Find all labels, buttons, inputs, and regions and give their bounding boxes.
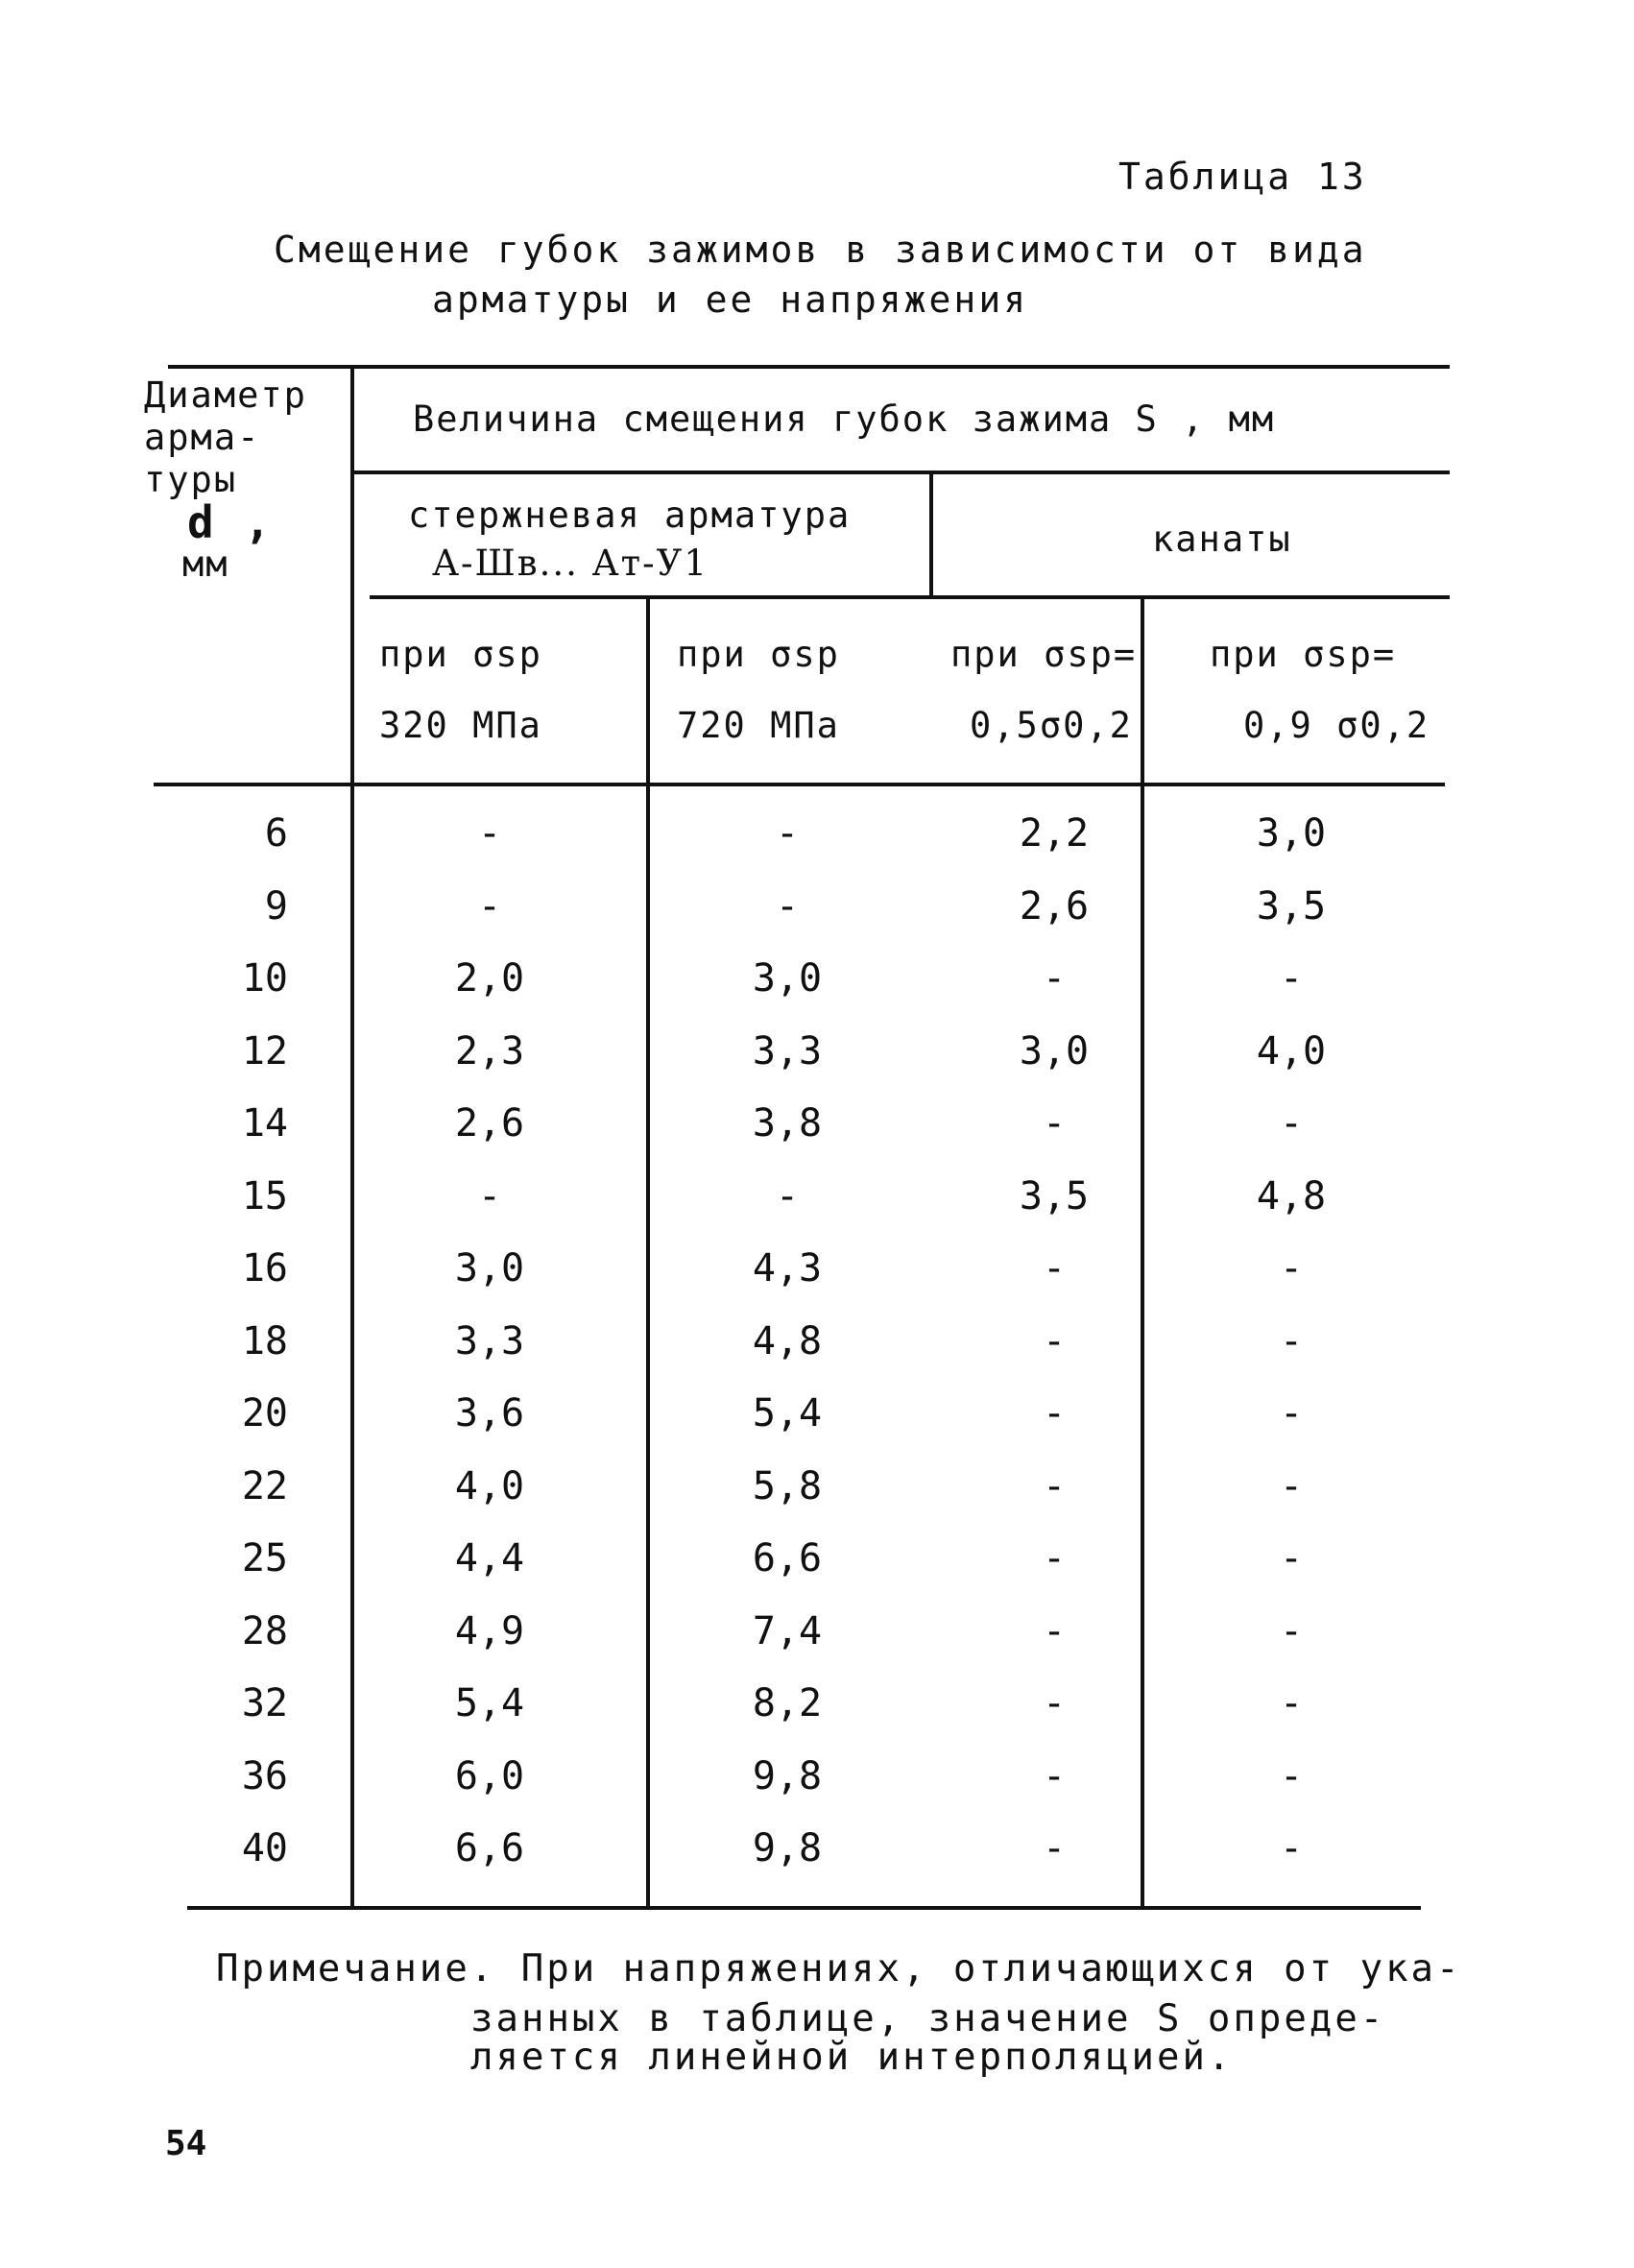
col2-header-line-1: при σsp	[677, 634, 840, 675]
value-cell-c3: -	[1042, 1536, 1067, 1580]
main-header: Величина смещения губок зажима S , мм	[413, 398, 1276, 440]
diameter-cell: 10	[241, 956, 288, 1001]
value-cell-c2: 3,3	[752, 1029, 823, 1074]
table-bottom-rule	[187, 1906, 1421, 1910]
diameter-cell: 18	[241, 1319, 288, 1363]
value-cell-c2: 4,3	[752, 1246, 823, 1291]
value-cell-c3: -	[1042, 1464, 1067, 1508]
value-cell-c1: 2,6	[454, 1101, 525, 1146]
value-cell-c2: 6,6	[752, 1536, 823, 1580]
value-cell-c2: 3,8	[752, 1101, 823, 1146]
value-cell-c2: 8,2	[752, 1681, 823, 1725]
col3-header-line-2: 0,5σ0,2	[970, 705, 1133, 746]
diameter-header	[144, 374, 346, 586]
value-cell-c2: 4,8	[752, 1319, 823, 1363]
value-cell-c2: -	[775, 1174, 800, 1218]
value-cell-c1: 4,9	[454, 1609, 525, 1653]
value-cell-c3: 2,2	[1019, 811, 1090, 856]
value-cell-c1: 2,3	[454, 1029, 525, 1074]
value-cell-c4: -	[1279, 1536, 1304, 1580]
value-cell-c4: -	[1279, 1319, 1304, 1363]
value-cell-c1: -	[477, 884, 502, 929]
value-cell-c2: 5,8	[752, 1464, 823, 1508]
page-number: 54	[165, 2124, 207, 2163]
table-label: Таблица 13	[1118, 156, 1367, 198]
group-rope: канаты	[1152, 519, 1292, 560]
value-cell-c4: -	[1279, 1246, 1304, 1291]
diameter-header-line-2: арма-	[144, 417, 261, 458]
value-cell-c1: -	[477, 811, 502, 856]
diameter-unit: мм	[182, 543, 229, 585]
value-cell-c1: -	[477, 1174, 502, 1218]
table-top-rule	[168, 365, 1450, 369]
col2-header	[677, 619, 840, 761]
header-bottom-rule	[154, 783, 1445, 786]
diameter-cell: 28	[241, 1609, 288, 1653]
note-line-2: занных в таблице, значение S опреде-	[470, 1997, 1386, 2040]
col1-header-line-2: 320 МПа	[379, 705, 542, 746]
diameter-cell: 20	[241, 1391, 288, 1436]
value-cell-c2: 5,4	[752, 1391, 823, 1436]
col4-header	[1210, 619, 1430, 761]
value-cell-c3: -	[1042, 1391, 1067, 1436]
value-cell-c2: 9,8	[752, 1754, 823, 1798]
value-cell-c2: -	[775, 811, 800, 856]
value-cell-c1: 6,6	[454, 1826, 525, 1870]
value-cell-c4: -	[1279, 1754, 1304, 1798]
value-cell-c2: -	[775, 884, 800, 929]
value-cell-c1: 2,0	[454, 956, 525, 1001]
col-divider-diameter	[350, 365, 354, 1906]
value-cell-c2: 3,0	[752, 956, 823, 1001]
diameter-header-line-3: туры	[144, 459, 238, 500]
col1-header	[379, 619, 542, 761]
col4-header-line-2: 0,9 σ0,2	[1243, 705, 1430, 746]
value-cell-c4: -	[1279, 1681, 1304, 1725]
value-cell-c1: 4,4	[454, 1536, 525, 1580]
value-cell-c3: -	[1042, 1101, 1067, 1146]
value-cell-c3: -	[1042, 1754, 1067, 1798]
header-rule-1	[353, 470, 1450, 474]
diameter-cell: 36	[241, 1754, 288, 1798]
value-cell-c2: 7,4	[752, 1609, 823, 1653]
diameter-cell: 16	[241, 1246, 288, 1291]
group-divider	[929, 470, 933, 595]
value-cell-c2: 9,8	[752, 1826, 823, 1870]
note-line-3: ляется линейной интерполяцией.	[470, 2036, 1234, 2079]
diameter-cell: 25	[241, 1536, 288, 1580]
diameter-cell: 12	[241, 1029, 288, 1074]
value-cell-c4: 4,8	[1256, 1174, 1327, 1218]
col-divider-3	[1141, 595, 1144, 1906]
value-cell-c3: -	[1042, 1681, 1067, 1725]
diameter-cell: 15	[241, 1174, 288, 1218]
value-cell-c3: 3,5	[1019, 1174, 1090, 1218]
value-cell-c1: 5,4	[454, 1681, 525, 1725]
note-line-1: Примечание. При напряжениях, отличающихся от ука-	[216, 1947, 1462, 1991]
value-cell-c4: -	[1279, 1609, 1304, 1653]
col4-header-line-1: при σsp=	[1210, 634, 1397, 675]
diameter-cell: 9	[264, 884, 288, 929]
diameter-cell: 22	[241, 1464, 288, 1508]
value-cell-c4: -	[1279, 1826, 1304, 1870]
value-cell-c1: 4,0	[454, 1464, 525, 1508]
value-cell-c4: 4,0	[1256, 1029, 1327, 1074]
value-cell-c1: 3,3	[454, 1319, 525, 1363]
value-cell-c3: 3,0	[1019, 1029, 1090, 1074]
diameter-cell: 6	[264, 811, 288, 856]
value-cell-c3: -	[1042, 956, 1067, 1001]
value-cell-c3: 2,6	[1019, 884, 1090, 929]
header-rule-2	[370, 595, 1450, 599]
caption-line-2: арматуры и ее напряжения	[432, 278, 1029, 321]
group-rod-line-2: А-Шв... Ат-У1	[432, 543, 709, 584]
value-cell-c3: -	[1042, 1609, 1067, 1653]
group-rod-line-1: стержневая арматура	[408, 495, 852, 536]
value-cell-c4: 3,0	[1256, 811, 1327, 856]
col1-header-line-1: при σsp	[379, 634, 542, 675]
diameter-symbol: d ,	[187, 496, 274, 548]
value-cell-c1: 6,0	[454, 1754, 525, 1798]
col-divider-1	[646, 595, 650, 1906]
value-cell-c1: 3,0	[454, 1246, 525, 1291]
value-cell-c4: -	[1279, 1101, 1304, 1146]
col3-header	[950, 619, 1137, 761]
value-cell-c3: -	[1042, 1319, 1067, 1363]
diameter-cell: 14	[241, 1101, 288, 1146]
value-cell-c4: 3,5	[1256, 884, 1327, 929]
value-cell-c3: -	[1042, 1246, 1067, 1291]
col3-header-line-1: при σsp=	[950, 634, 1138, 675]
value-cell-c4: -	[1279, 956, 1304, 1001]
caption-line-1: Смещение губок зажимов в зависимости от вида	[274, 229, 1367, 271]
col2-header-line-2: 720 МПа	[677, 705, 840, 746]
diameter-cell: 32	[241, 1681, 288, 1725]
diameter-cell: 40	[241, 1826, 288, 1870]
value-cell-c4: -	[1279, 1391, 1304, 1436]
value-cell-c4: -	[1279, 1464, 1304, 1508]
value-cell-c3: -	[1042, 1826, 1067, 1870]
diameter-header-line-1: Диаметр	[144, 374, 307, 416]
value-cell-c1: 3,6	[454, 1391, 525, 1436]
